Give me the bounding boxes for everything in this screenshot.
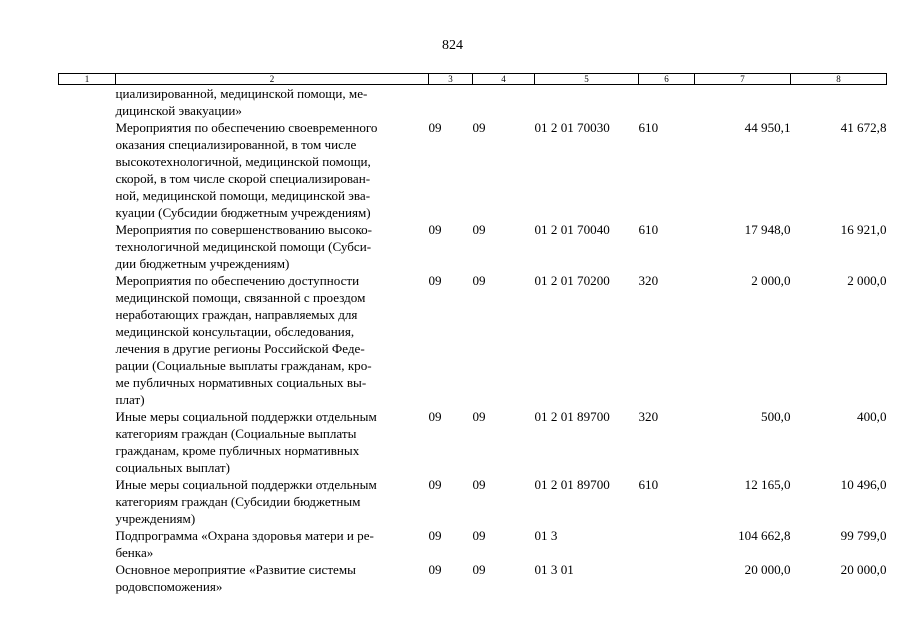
row-description (116, 85, 429, 120)
expense-type-code: 610 (638, 222, 659, 237)
description-line: дии бюджетным учреждениям) (115, 256, 290, 271)
target-article-code: 01 3 01 (534, 562, 574, 577)
target-article-code: 01 2 01 70030 (534, 120, 610, 135)
expense-type-code: 610 (638, 477, 659, 492)
table-row (59, 561, 887, 595)
section-code: 09 (428, 409, 442, 424)
description-line: дицинской эвакуации» (115, 103, 242, 118)
row-number-cell (59, 272, 116, 408)
amount-year-2 (791, 85, 887, 120)
description-line: родовспоможения» (115, 579, 223, 594)
row-number-cell (59, 119, 116, 221)
description-line: учреждениям) (115, 511, 196, 526)
expense-type-code: 320 (638, 273, 659, 288)
row-description (116, 119, 429, 221)
column-header-5: 5 (535, 74, 639, 85)
table-row (59, 408, 887, 476)
budget-table (58, 73, 887, 595)
description-line: лечения в другие регионы Российской Феде- (115, 341, 365, 356)
subsection-code (473, 85, 535, 120)
table-row (59, 221, 887, 272)
section-code: 09 (428, 273, 442, 288)
amount-year-1: 12 165,0 (744, 477, 791, 492)
target-article-code: 01 3 (534, 528, 558, 543)
description-line: рации (Социальные выплаты гражданам, кро- (115, 358, 372, 373)
column-header-8: 8 (791, 74, 887, 85)
description-line: Иные меры социальной поддержки отдельным (115, 409, 377, 424)
row-description (116, 408, 429, 476)
amount-year-1: 2 000,0 (751, 273, 791, 288)
amount-year-2: 41 672,8 (840, 120, 887, 135)
description-line: ме публичных нормативных социальных вы- (115, 375, 367, 390)
target-article-code: 01 2 01 89700 (534, 477, 610, 492)
row-number-cell (59, 561, 116, 595)
description-line: оказания специализированной, в том числе (115, 137, 357, 152)
section-code: 09 (428, 222, 442, 237)
description-line: циализированной, медицинской помощи, ме- (115, 86, 368, 101)
table-row (59, 476, 887, 527)
row-description (116, 221, 429, 272)
table-row (59, 527, 887, 561)
subsection-code: 09 (472, 477, 486, 492)
description-line: Подпрограмма «Охрана здоровья матери и ре- (115, 528, 374, 543)
table-body (59, 85, 887, 596)
description-line: гражданам, кроме публичных нормативных (115, 443, 360, 458)
description-line: категориям граждан (Субсидии бюджетным (115, 494, 361, 509)
section-code: 09 (428, 477, 442, 492)
row-description (116, 561, 429, 595)
description-line: Мероприятия по обеспечению своевременного (115, 120, 378, 135)
subsection-code: 09 (472, 528, 486, 543)
section-code (429, 85, 473, 120)
amount-year-1: 17 948,0 (744, 222, 791, 237)
target-article-code (535, 85, 639, 120)
amount-year-2: 10 496,0 (840, 477, 887, 492)
expense-type-code: 610 (638, 120, 659, 135)
expense-type-code (639, 561, 695, 595)
row-description (116, 476, 429, 527)
amount-year-1: 104 662,8 (738, 528, 791, 543)
target-article-code: 01 2 01 89700 (534, 409, 610, 424)
description-line: медицинской консультации, обследования, (115, 324, 355, 339)
column-header-4: 4 (473, 74, 535, 85)
amount-year-1: 500,0 (761, 409, 791, 424)
amount-year-2: 20 000,0 (840, 562, 887, 577)
subsection-code: 09 (472, 120, 486, 135)
column-header-6: 6 (639, 74, 695, 85)
column-header-3: 3 (429, 74, 473, 85)
row-number-cell (59, 221, 116, 272)
column-header-7: 7 (695, 74, 791, 85)
target-article-code: 01 2 01 70200 (534, 273, 610, 288)
section-code: 09 (428, 562, 442, 577)
amount-year-2: 16 921,0 (840, 222, 887, 237)
subsection-code: 09 (472, 409, 486, 424)
description-line: ной, медицинской помощи, медицинской эва- (115, 188, 371, 203)
description-line: технологичной медицинской помощи (Субси- (115, 239, 372, 254)
expense-type-code: 320 (638, 409, 659, 424)
amount-year-1 (695, 85, 791, 120)
amount-year-2: 2 000,0 (847, 273, 887, 288)
description-line: куации (Субсидии бюджетным учреждениям) (115, 205, 371, 220)
description-line: социальных выплат) (115, 460, 231, 475)
expense-type-code (639, 527, 695, 561)
description-line: Иные меры социальной поддержки отдельным (115, 477, 377, 492)
description-line: высокотехнологичной, медицинской помощи, (115, 154, 371, 169)
description-line: Основное мероприятие «Развитие системы (115, 562, 356, 577)
amount-year-1: 44 950,1 (744, 120, 791, 135)
amount-year-2: 99 799,0 (840, 528, 887, 543)
table-row (59, 272, 887, 408)
description-line: медицинской помощи, связанной с проездом (115, 290, 366, 305)
row-number-cell (59, 527, 116, 561)
description-line: Мероприятия по совершенствованию высоко- (115, 222, 373, 237)
row-number-cell (59, 476, 116, 527)
description-line: неработающих граждан, направляемых для (115, 307, 358, 322)
row-number-cell (59, 408, 116, 476)
table-row (59, 119, 887, 221)
description-line: Мероприятия по обеспечению доступности (115, 273, 360, 288)
subsection-code: 09 (472, 222, 486, 237)
expense-type-code (639, 85, 695, 120)
target-article-code: 01 2 01 70040 (534, 222, 610, 237)
description-line: скорой, в том числе скорой специализирован- (115, 171, 371, 186)
section-code: 09 (428, 120, 442, 135)
page-number: 824 (442, 38, 463, 53)
subsection-code: 09 (472, 562, 486, 577)
amount-year-2: 400,0 (857, 409, 887, 424)
description-line: бенка» (115, 545, 154, 560)
description-line: категориям граждан (Социальные выплаты (115, 426, 357, 441)
subsection-code: 09 (472, 273, 486, 288)
column-header-2: 2 (116, 74, 429, 85)
row-description (116, 527, 429, 561)
column-header-1: 1 (59, 74, 116, 85)
amount-year-1: 20 000,0 (744, 562, 791, 577)
row-description (116, 272, 429, 408)
section-code: 09 (428, 528, 442, 543)
row-number-cell (59, 85, 116, 120)
table-row (59, 85, 887, 120)
description-line: плат) (115, 392, 145, 407)
header-row (59, 74, 887, 85)
